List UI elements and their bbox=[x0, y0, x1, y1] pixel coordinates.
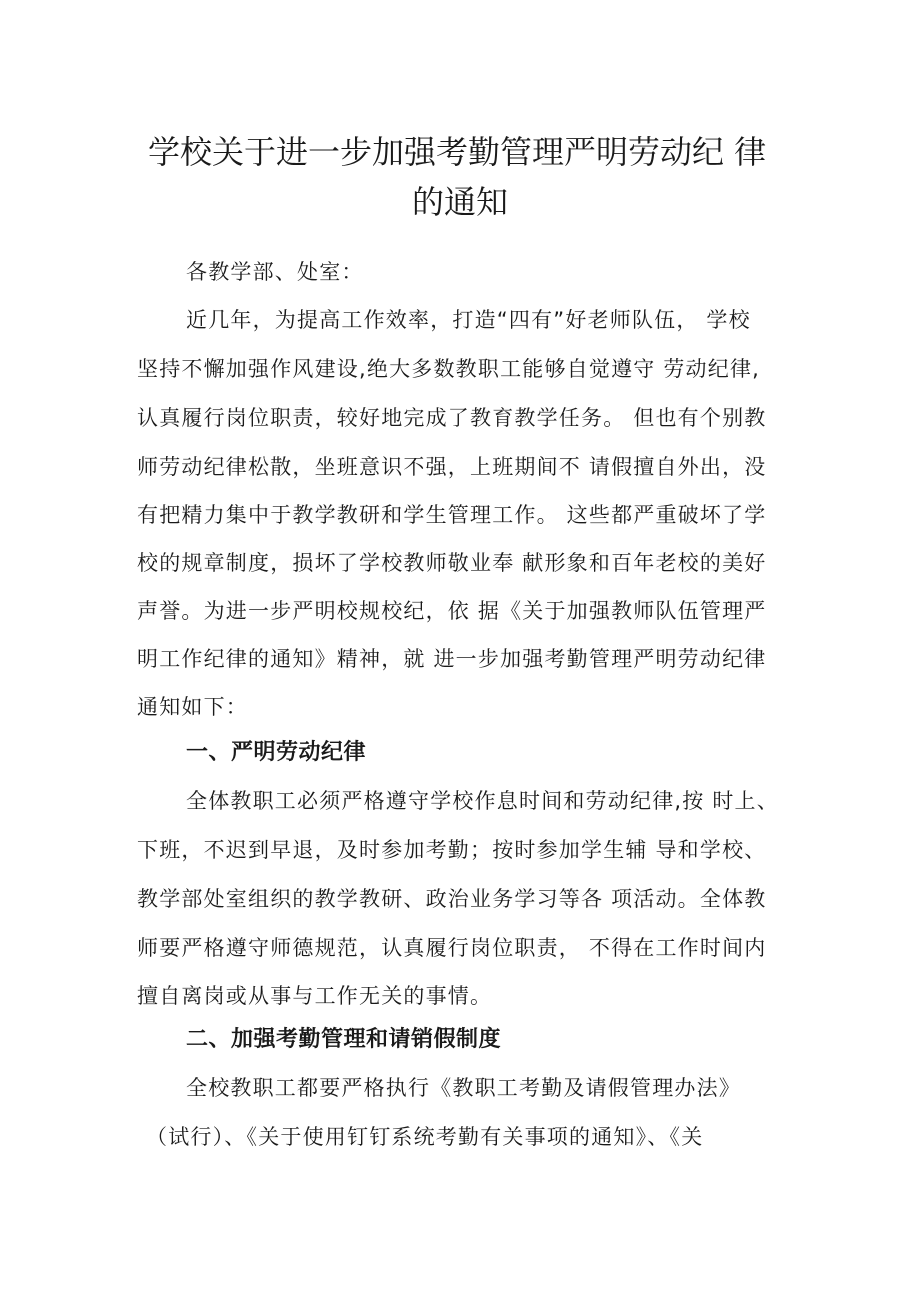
title-line-2: 的通知 bbox=[411, 183, 508, 221]
paragraph-line: 校的规章制度，损坏了学校教师敬业奉 献形象和百年老校的美好 bbox=[137, 551, 767, 575]
paragraph-line: 认真履行岗位职责，较好地完成了教育教学任务。 但也有个别教 bbox=[137, 406, 767, 430]
section1-line: 师要严格遵守师德规范，认真履行岗位职责， 不得在工作时间内 bbox=[137, 936, 767, 960]
title-line-1: 学校关于进一步加强考勤管理严明劳动纪 律 bbox=[148, 133, 767, 171]
paragraph-line: 明工作纪律的通知》精神，就 进一步加强考勤管理严明劳动纪律 bbox=[137, 647, 767, 671]
paragraph-line: 师劳动纪律松散，坐班意识不强，上班期间不 请假擅自外出，没 bbox=[137, 455, 767, 479]
section1-line: 下班，不迟到早退，及时参加考勤；按时参加学生辅 导和学校、 bbox=[137, 838, 767, 862]
paragraph-line: 通知如下： bbox=[137, 695, 248, 719]
paragraph-line: 声誉。为进一步严明校规校纪，依 据《关于加强教师队伍管理严 bbox=[137, 599, 767, 623]
paragraph-line: 坚持不懈加强作风建设,绝大多数教职工能够自觉遵守 劳动纪律, bbox=[137, 357, 761, 381]
section1-line: 全体教职工必须严格遵守学校作息时间和劳动纪律,按 时上、 bbox=[186, 789, 779, 813]
paragraph-line: 有把精力集中于教学教研和学生管理工作。 这些都严重破坏了学 bbox=[137, 503, 767, 527]
section1-line: 擅自离岗或从事与工作无关的事情。 bbox=[137, 984, 493, 1008]
section-heading-2: 二、加强考勤管理和请销假制度 bbox=[186, 1027, 502, 1052]
paragraph-line: 近几年，为提高工作效率，打造“四有”好老师队伍， 学校 bbox=[186, 308, 751, 332]
section-heading-1: 一、严明劳动纪律 bbox=[186, 740, 367, 765]
salutation: 各教学部、处室： bbox=[186, 260, 364, 284]
section1-line: 教学部处室组织的教学教研、政治业务学习等各 项活动。全体教 bbox=[137, 887, 767, 911]
section2-line: （试行）、《关于使用钉钉系统考勤有关事项的通知》、《关 bbox=[146, 1125, 704, 1149]
section2-line: 全校教职工都要严格执行《教职工考勤及请假管理办法》 bbox=[186, 1076, 741, 1100]
